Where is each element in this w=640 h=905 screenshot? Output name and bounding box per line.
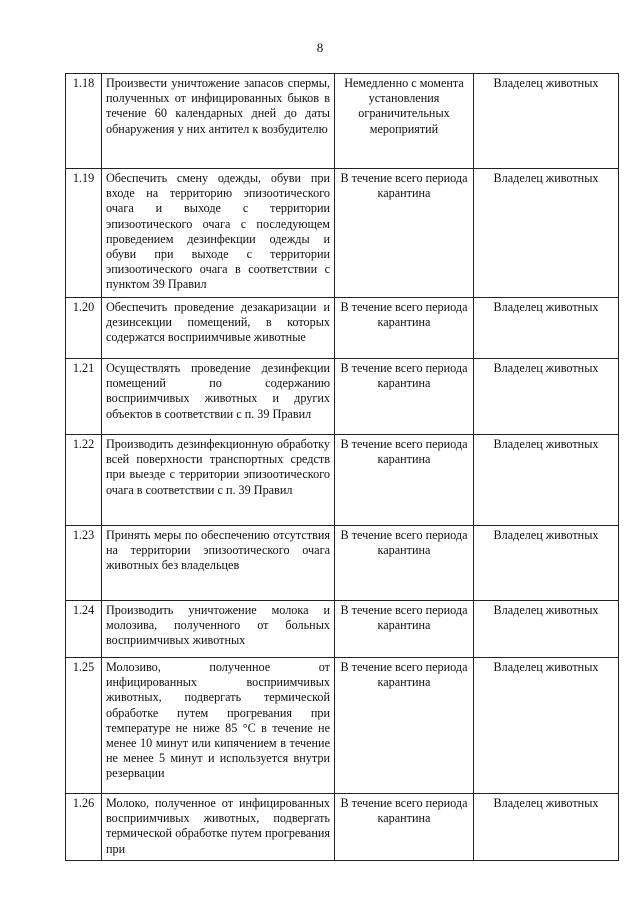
deadline-text: В течение всего периода карантина — [335, 794, 474, 861]
deadline-text: В течение всего периода карантина — [335, 169, 474, 298]
row-number: 1.22 — [66, 435, 102, 526]
deadline-text: Немедленно с момента установления ограничительных мероприятий — [335, 74, 474, 169]
responsible-text: Владелец животных — [474, 601, 619, 658]
deadline-text: В течение всего периода карантина — [335, 658, 474, 794]
table-row — [66, 169, 619, 298]
row-number: 1.23 — [66, 526, 102, 601]
table-row — [66, 359, 619, 435]
measure-text: Осуществлять проведение дезинфекции помещений по содержанию восприимчивых животных и других объектов в соответствии с п. 39 Правил — [102, 359, 335, 435]
table-row — [66, 601, 619, 658]
row-number: 1.20 — [66, 298, 102, 359]
table-row — [66, 298, 619, 359]
row-number: 1.21 — [66, 359, 102, 435]
measure-text: Производить уничтожение молока и молозива, полученного от больных восприимчивых животных — [102, 601, 335, 658]
row-number: 1.24 — [66, 601, 102, 658]
deadline-text: В течение всего периода карантина — [335, 601, 474, 658]
row-number: 1.19 — [66, 169, 102, 298]
responsible-text: Владелец животных — [474, 298, 619, 359]
responsible-text: Владелец животных — [474, 794, 619, 861]
deadline-text: В течение всего периода карантина — [335, 359, 474, 435]
deadline-text: В течение всего периода карантина — [335, 298, 474, 359]
table-row — [66, 794, 619, 861]
measure-text: Производить дезинфекционную обработку всей поверхности транспортных средств при выезде с территории эпизоотического очага в соответствии с п. 39 Правил — [102, 435, 335, 526]
responsible-text: Владелец животных — [474, 526, 619, 601]
deadline-text: В течение всего периода карантина — [335, 526, 474, 601]
table-row — [66, 74, 619, 169]
responsible-text: Владелец животных — [474, 74, 619, 169]
row-number: 1.25 — [66, 658, 102, 794]
table-row — [66, 658, 619, 794]
measure-text: Молоко, полученное от инфицированных восприимчивых животных, подвергать термической обработке путем прогревания при — [102, 794, 335, 861]
page-number: 8 — [316, 40, 324, 55]
responsible-text: Владелец животных — [474, 658, 619, 794]
table-row — [66, 526, 619, 601]
responsible-text: Владелец животных — [474, 359, 619, 435]
row-number: 1.18 — [66, 74, 102, 169]
measure-text: Обеспечить проведение дезакаризации и дезинсекции помещений, в которых содержатся восприимчивые животные — [102, 298, 335, 359]
measures-table — [65, 73, 619, 861]
deadline-text: В течение всего периода карантина — [335, 435, 474, 526]
responsible-text: Владелец животных — [474, 169, 619, 298]
responsible-text: Владелец животных — [474, 435, 619, 526]
measure-text: Обеспечить смену одежды, обуви при входе на территорию эпизоотического очага и выходе с территории эпизоотического очага с последующем проведением дезинфекции одежды и обуви при выходе с территории эпизоотического очага в соответствии с пунктом 39 Правил — [102, 169, 335, 298]
measure-text: Произвести уничтожение запасов спермы, полученных от инфицированных быков в течение 60 календарных дней до даты обнаружения у них антител к возбудителю — [102, 74, 335, 169]
table-row — [66, 435, 619, 526]
measure-text: Принять меры по обеспечению отсутствия на территории эпизоотического очага животных без владельцев — [102, 526, 335, 601]
row-number: 1.26 — [66, 794, 102, 861]
measure-text: Молозиво, полученное от инфицированных восприимчивых животных, подвергать термической обработке путем прогревания при температуре не ниже 85 °С в течение не менее 10 минут или кипячением в течение не менее 5 минут и используется внутри резервации — [102, 658, 335, 794]
